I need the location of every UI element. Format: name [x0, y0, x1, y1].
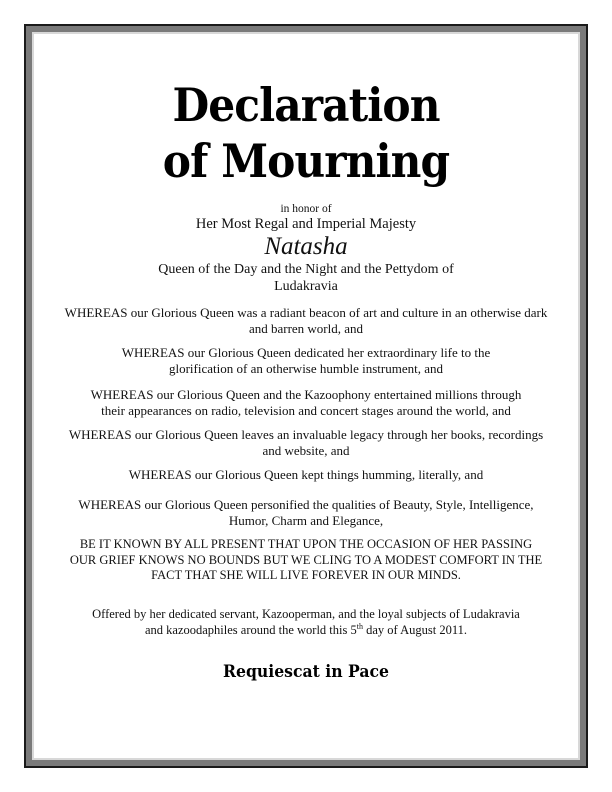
whereas-paragraph-3: WHEREAS our Glorious Queen and the Kazoophony entertained millions through their appearances on radio, television and concert stages around the world, and: [90, 387, 522, 418]
offering-date-text: day of August 2011.: [362, 623, 468, 637]
whereas-paragraph-1: WHEREAS our Glorious Queen was a radiant beacon of art and culture in an otherwise dark and barren world, and: [64, 305, 548, 336]
whereas-paragraph-6: WHEREAS our Glorious Queen personified the qualities of Beauty, Style, Intelligence, Humor, Charm and Elegance,: [78, 497, 534, 528]
honoree-name: Natasha: [264, 233, 348, 260]
offering-paragraph: [86, 606, 526, 638]
ordinal-suffix: th: [356, 621, 363, 631]
proclamation-paragraph: BE IT KNOWN BY ALL PRESENT THAT UPON THE OCCASION OF HER PASSING OUR GRIEF KNOWS NO BOUNDS BUT WE CLING TO A MODEST COMFORT IN THE FACT THAT SHE WILL LIVE FOREVER IN OUR MINDS.: [69, 537, 543, 582]
whereas-paragraph-5: WHEREAS our Glorious Queen kept things humming, literally, and: [128, 467, 484, 482]
honor-intro: in honor of: [280, 203, 332, 215]
honoree-subtitle: Queen of the Day and the Night and the Pettydom of Ludakravia: [158, 262, 454, 294]
honor-title: Her Most Regal and Imperial Majesty: [195, 216, 417, 232]
whereas-paragraph-2: WHEREAS our Glorious Queen dedicated her extraordinary life to the glorification of an otherwise humble instrument, and: [121, 345, 491, 376]
offering-text: Offered by her dedicated servant, Kazooperman, and the loyal subjects of Ludakravia and kazoodaphiles around the world this 5: [92, 607, 520, 637]
whereas-paragraph-4: WHEREAS our Glorious Queen leaves an invaluable legacy through her books, recordings and website, and: [68, 427, 544, 458]
closing-requiescat: Requiescat in Pace: [222, 662, 389, 682]
title-line-1: Declaration: [172, 78, 440, 132]
title-line-2: of Mourning: [162, 134, 450, 188]
